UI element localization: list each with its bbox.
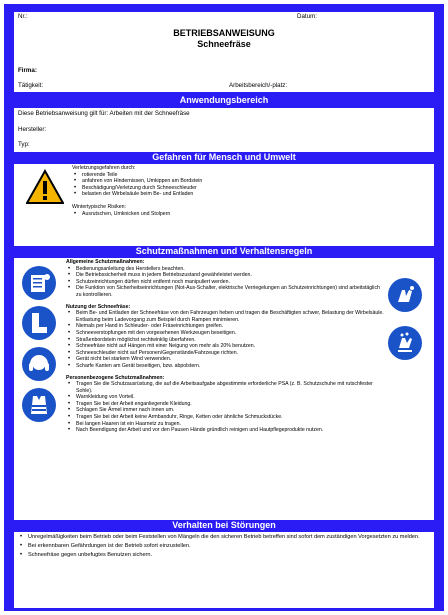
stoerungen-item: • Schneefräse gegen unbefugtes Benutzen sichern. [18,552,430,559]
person-item: • Warnkleidung von Vorteil. [66,394,384,401]
person-item: • Tragen Sie bei der Arbeit enganliegende Kleidung. [66,401,384,408]
gefahren-intro: Verletzungsgefahren durch: [72,165,136,171]
hand-care-icon [388,278,422,312]
allgemein-title: Allgemeine Schutzmaßnahmen: [66,259,145,265]
gefahren-item: • anfahren von Hindernissen, Umkippen am Bordstein [72,178,372,185]
gefahren-text [72,165,372,217]
read-manual-icon [22,266,56,300]
document-frame [4,4,444,611]
stoerungen-item: • Unregelmäßigkeiten beim Betrieb oder beim Feststellen von Mängeln die den sicheren Betrieb betreffen sind sofort dem zuständigen Vorgesetzten zu melden. [18,534,430,541]
firma-label: Firma: [18,67,37,74]
person-title: Personenbezogene Schutzmaßnahmen: [66,374,165,381]
hi-vis-vest-icon [22,388,56,422]
person-item: • Bei langen Haaren ist ein Haarnetz zu tragen. [66,421,384,428]
taetigkeit-label: Tätigkeit: [18,82,44,89]
gefahren-item: • Beschädigung/Verletzung durch Schneeschleuder [72,185,372,192]
document-subtitle: Schneefräse [197,39,251,49]
allgemein-item: • Die Betriebssicherheit muss in jedem Betriebszustand gewährleistet werden. [66,272,384,279]
allgemein-item: • Die Funktion von Sicherheitseinrichtungen (Not-Aus-Schalter, elektrische Verriegelungen an Schutzeinrichtungen) sind arbeitstäglich zu kontrollieren. [66,285,384,298]
person-item: • Tragen Sie bei der Arbeit keine Armbanduhr, Ringe, Ketten oder ähnliche Schmuckstücke. [66,414,384,421]
stoerungen-section [14,532,434,608]
person-item: • Nach Beendigung der Arbeit und vor den Pausen Hände gründlich reinigen und Hautpflegeprodukte nutzen. [66,427,384,434]
allgemein-item: • Bedienungsanleitung des Herstellers beachten. [66,266,384,273]
nutzung-item: • Beim Be- und Entladen der Schneefräse von den Fahrzeugen heben und tragen die Beschäftigten schwer, Belastung der Wirbelsäule. Entlastung beim Ladevorgang zum Beispiel durch Rampen minimieren. [66,310,384,323]
nutzung-item: • Schneefräse nicht auf Hängen mit einer Neigung von mehr als 20% benutzen. [66,343,384,350]
nutzung-item: • Straßenbordstein möglichst rechtwinklig überfahren. [66,337,384,344]
section-heading-schutz: Schutzmaßnahmen und Verhaltensregeln [135,246,313,256]
safety-boots-icon [22,306,56,340]
winter-item: • Ausrutschen, Umknicken und Stolpern [72,211,372,218]
nutzung-item: • Niemals per Hand in Schleuder- oder Fräseinrichtungen greifen. [66,323,384,330]
document-title: BETRIEBSANWEISUNG [173,28,275,38]
nutzung-item: • Schneeschleuder nicht auf Personen/Gegenstände/Fahrzeuge richten. [66,350,384,357]
warning-triangle-icon [26,169,64,205]
winter-intro: Wintertypische Risiken: [72,203,126,210]
nr-label: Nr.: [18,13,28,20]
datum-label: Datum: [297,13,317,20]
typ-label: Typ: [18,141,30,148]
gefahren-item: • rotierende Teile [72,172,372,179]
nutzung-item: • Schneeverstopfungen mit den vorgesehenen Werkzeugen beseitigen. [66,330,384,337]
hearing-protection-icon [22,347,56,381]
hersteller-label: Hersteller: [18,126,47,133]
gefahren-section [14,164,434,246]
section-heading-stoerungen: Verhalten bei Störungen [172,520,276,530]
nutzung-item: • Gerät nicht bei starkem Wind verwenden. [66,356,384,363]
allgemein-item: • Schutzeinrichtungen dürfen nicht entfernt noch manipuliert werden. [66,279,384,286]
schutz-section [14,258,434,520]
nutzung-title: Nutzung der Schneefräse: [66,303,131,310]
nutzung-item: • Scharfe Kanten am Gerät beseitigen, bzw. abpolstern. [66,363,384,370]
anwendung-section [14,108,434,152]
header-section [14,12,434,92]
hand-wash-icon [388,326,422,360]
arbeitsbereich-label: Arbeitsbereich/-platz: [229,82,288,89]
section-heading-gefahren: Gefahren für Mensch und Umwelt [152,152,296,162]
person-item: • Tragen Sie die Schutzausrüstung, die auf die Arbeitsaufgabe abgestimmte erforderliche PSA (z. B. Schutzschuhe mit rutschfester Sohle). [66,381,384,394]
person-item: • Schlagen Sie Ärmel immer nach innen um. [66,407,384,414]
gilt-fuer-text: Diese Betriebsanweisung gilt für: Arbeiten mit der Schneefräse [18,110,190,117]
stoerungen-item: • Bei erkennbaren Gefährdungen ist der Betrieb sofort einzustellen. [18,543,430,550]
gefahren-item: • belasten der Wirbelsäule beim Be- und Entladen [72,191,372,198]
schutz-text [66,259,384,434]
section-heading-anwendung: Anwendungsbereich [179,95,269,105]
stoerungen-text [18,534,430,559]
